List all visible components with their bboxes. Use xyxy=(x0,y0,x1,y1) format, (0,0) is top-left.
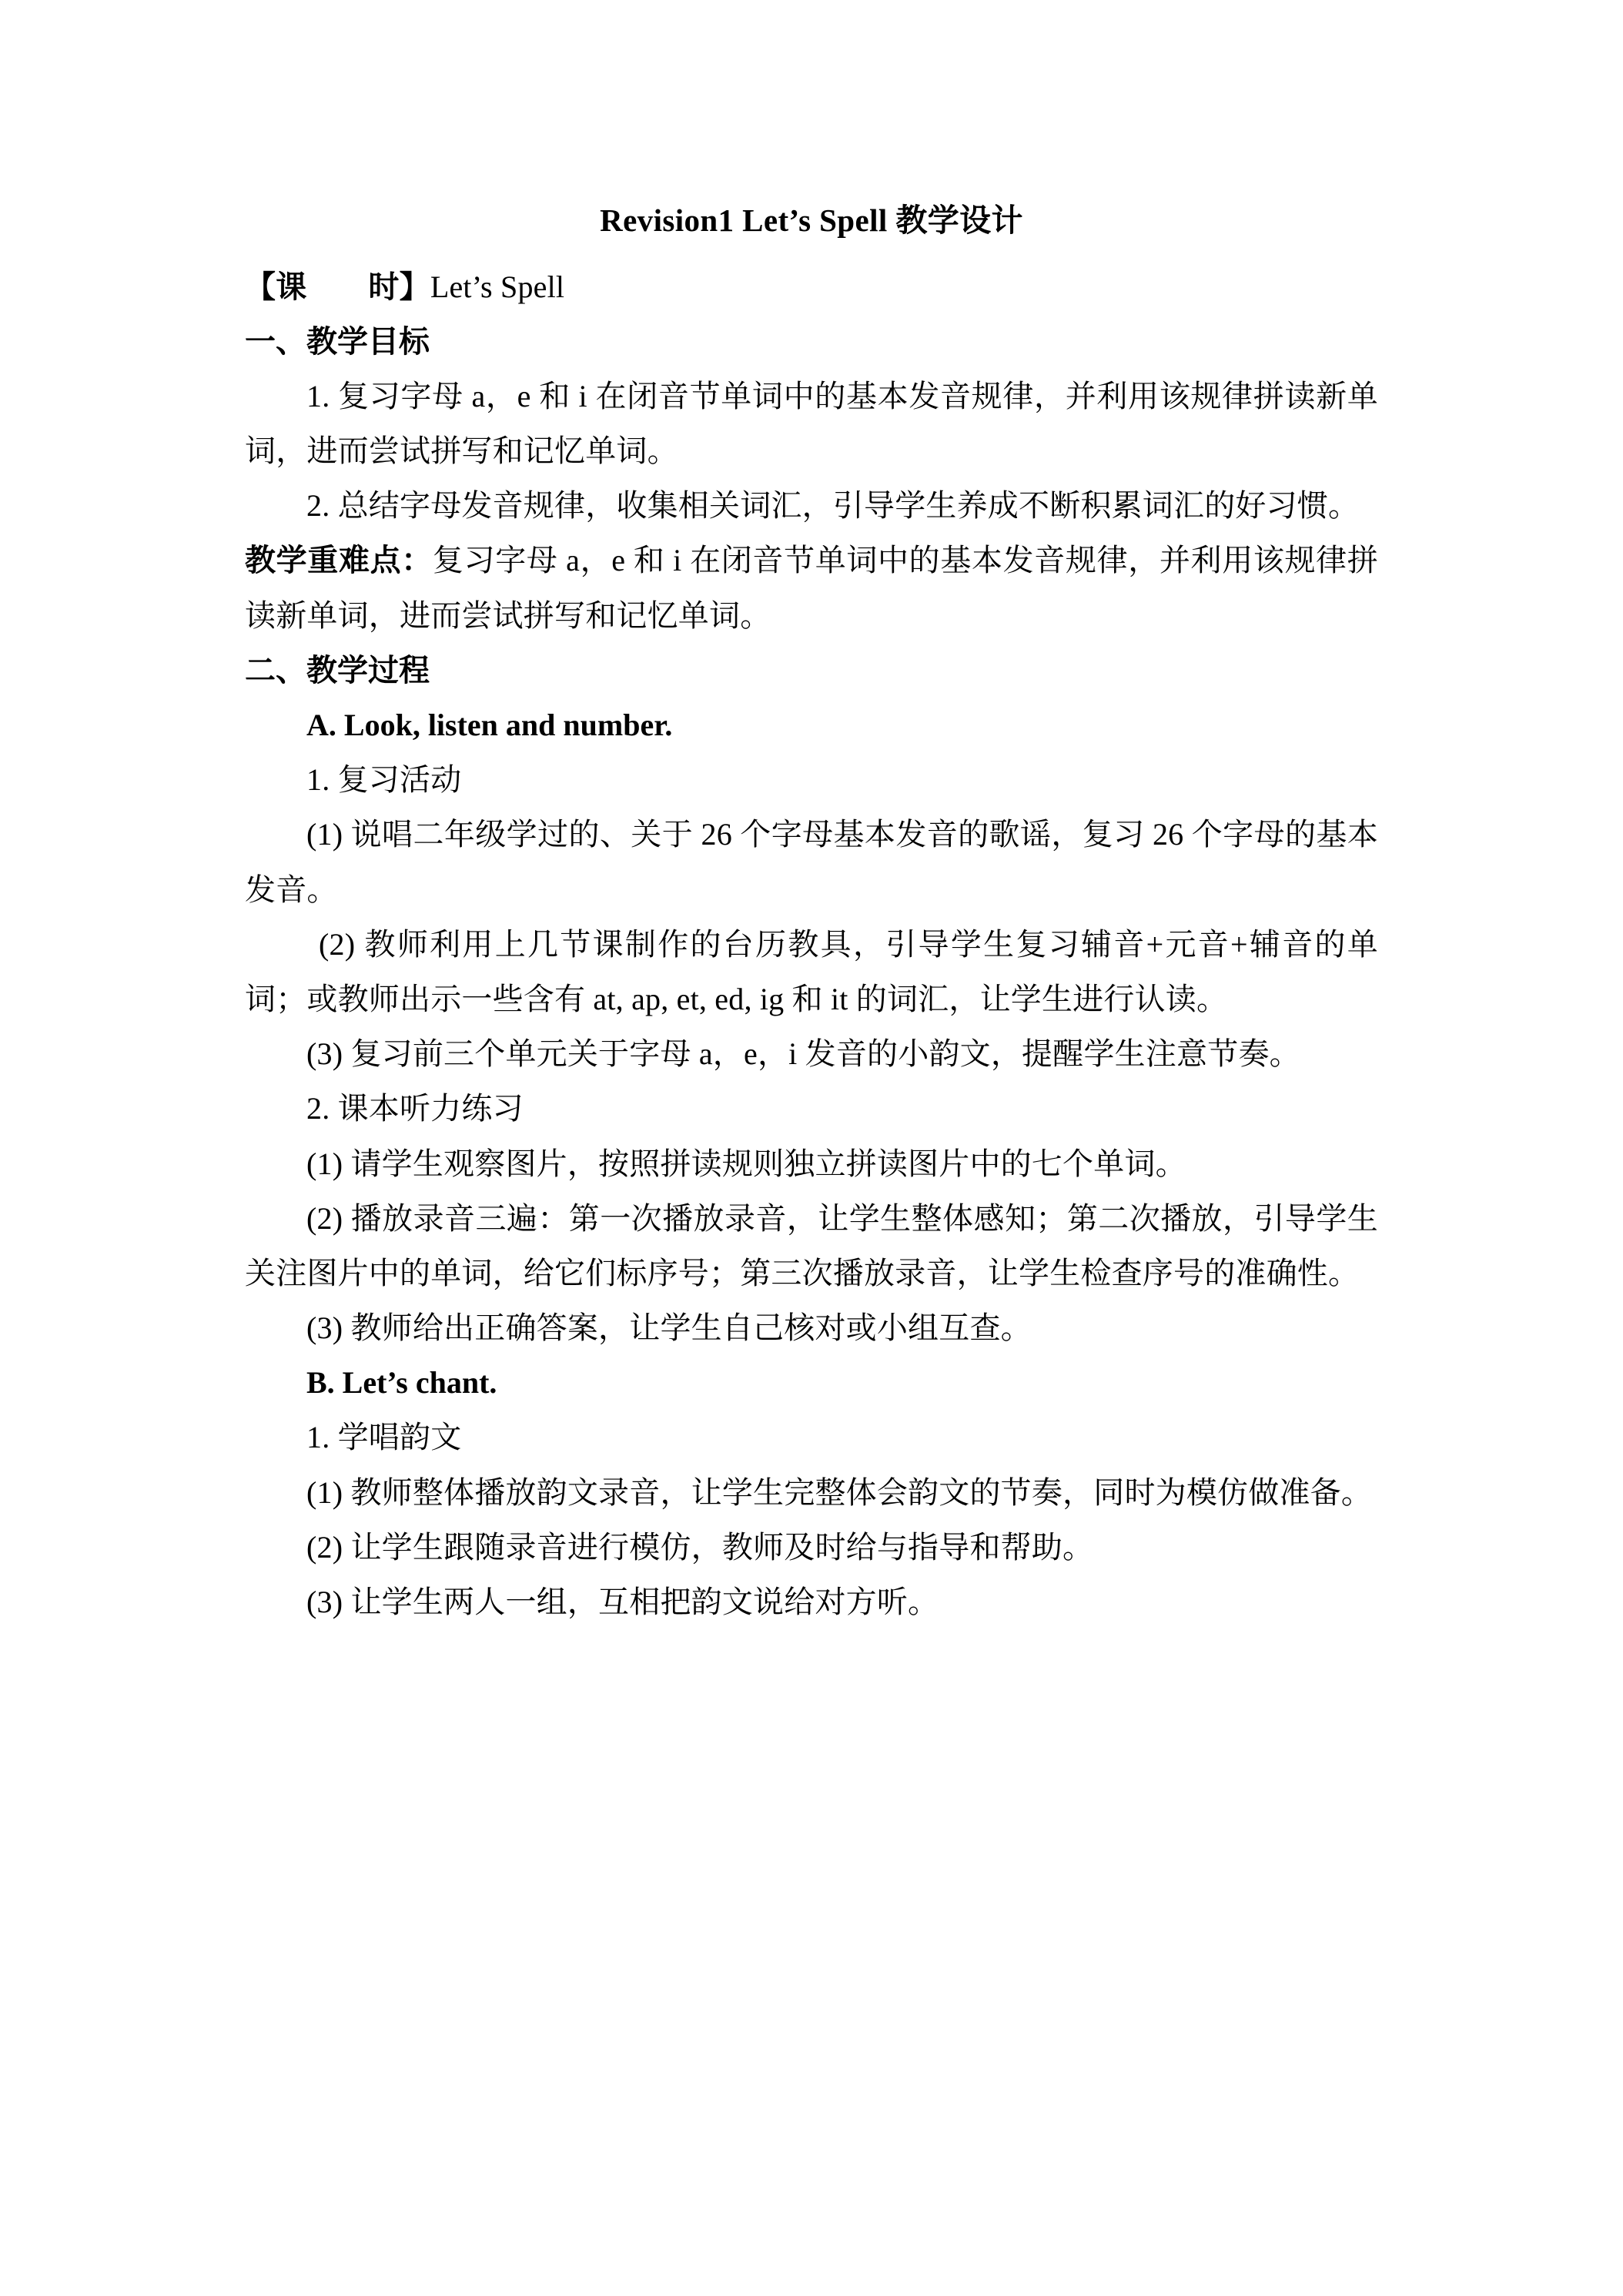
period-label-prefix: 【课 xyxy=(245,269,307,304)
key-points-label: 教学重难点： xyxy=(245,543,433,578)
part-a-item-2-2: (2) 播放录音三遍：第一次播放录音，让学生整体感知；第二次播放，引导学生关注图片中的单词，给它们标序号；第三次播放录音，让学生检查序号的准确性。 xyxy=(245,1200,1378,1290)
objective-item-2: 2. 总结字母发音规律，收集相关词汇，引导学生养成不断积累词汇的好习惯。 xyxy=(306,488,1360,524)
part-b-item-1-2: (2) 让学生跟随录音进行模仿，教师及时给与指导和帮助。 xyxy=(306,1529,1094,1565)
part-a-item-1-1: (1) 说唱二年级学过的、关于 26 个字母基本发音的歌谣，复习 26 个字母的基本发音。 xyxy=(245,817,1378,907)
page-title: Revision1 Let’s Spell 教学设计 xyxy=(600,202,1023,238)
key-points-text: 复习字母 a，e 和 i 在闭音节单词中的基本发音规律，并利用该规律拼读新单词，进而尝试拼写和记忆单词。 xyxy=(245,543,1379,633)
part-a-item-1-3: (3) 复习前三个单元关于字母 a，e，i 发音的小韵文，提醒学生注意节奏。 xyxy=(306,1036,1300,1072)
period-value: Let’s Spell xyxy=(430,269,565,304)
section-heading-objectives: 一、教学目标 xyxy=(245,323,430,359)
part-a-item-2-1: (1) 请学生观察图片，按照拼读规则独立拼读图片中的七个单词。 xyxy=(306,1146,1186,1181)
part-b-heading: B. Let’s chant. xyxy=(306,1365,497,1401)
part-b-item-1-3: (3) 让学生两人一组，互相把韵文说给对方听。 xyxy=(306,1585,939,1620)
part-a-item-1-2: (2) 教师利用上几节课制作的台历教具，引导学生复习辅音+元音+辅音的单词；或教师出示一些含有 at, ap, et, ed, ig 和 it 的词汇，让学生进行认读。 xyxy=(245,926,1378,1016)
objective-item-1: 1. 复习字母 a，e 和 i 在闭音节单词中的基本发音规律，并利用该规律拼读新单词，进而尝试拼写和记忆单词。 xyxy=(245,378,1378,469)
part-a-heading: A. Look, listen and number. xyxy=(306,708,673,743)
period-line xyxy=(245,259,1378,314)
part-a-item-1: 1. 复习活动 xyxy=(306,762,462,798)
section-heading-process: 二、教学过程 xyxy=(245,652,430,688)
period-label-suffix: 时】 xyxy=(368,269,430,304)
part-b-item-1: 1. 学唱韵文 xyxy=(306,1420,462,1455)
part-b-item-1-1: (1) 教师整体播放韵文录音，让学生完整体会韵文的节奏，同时为模仿做准备。 xyxy=(306,1474,1373,1510)
part-a-item-2: 2. 课本听力练习 xyxy=(306,1091,524,1126)
key-points-line xyxy=(245,533,1378,642)
part-a-item-2-3: (3) 教师给出正确答案，让学生自己核对或小组互查。 xyxy=(306,1310,1032,1346)
